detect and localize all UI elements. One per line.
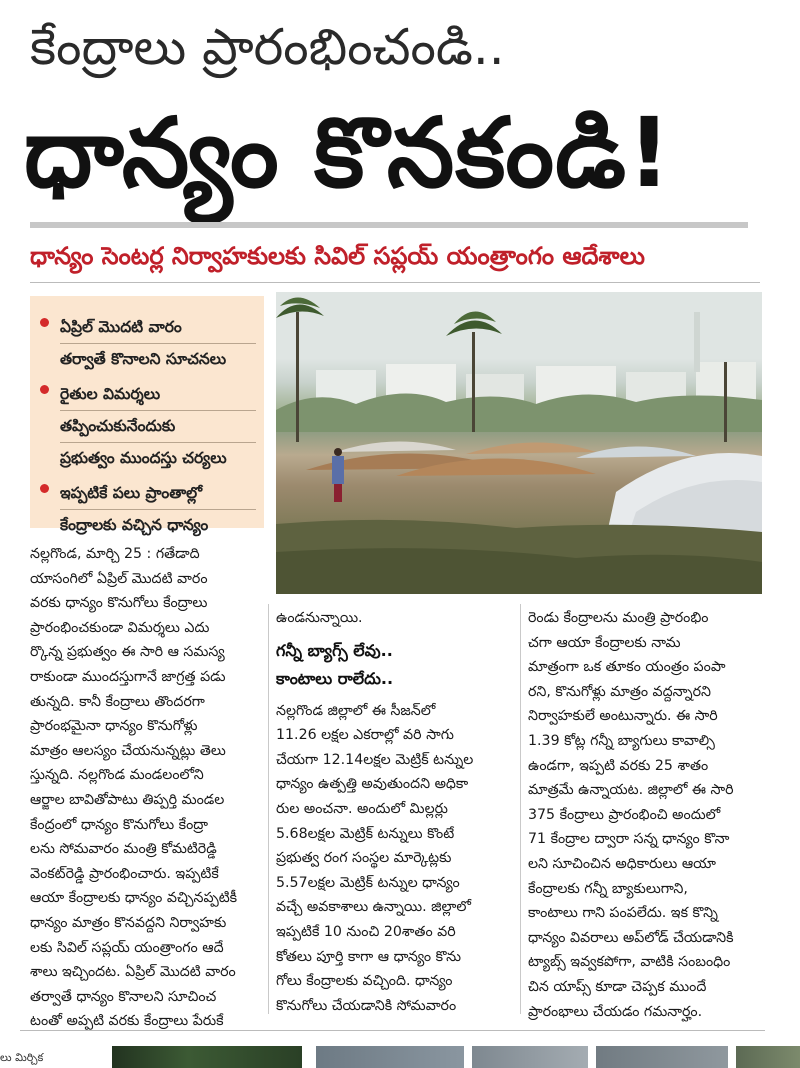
article-line: ధాన్యం వివరాలు అప్‌లోడ్ చేయడానికి (528, 929, 734, 946)
article-line: ప్రారంభాలు చేయడం గమనార్హం. (528, 1003, 703, 1020)
next-article-photo (112, 1046, 302, 1068)
article-line: ఇప్పటికే 10 నుంచి 20శాతం వరి (276, 923, 456, 940)
article-line: 71 కేంద్రాల ద్వారా సన్న ధాన్యం కొనా (528, 831, 730, 848)
article-line: ఉండనున్నాయి. (276, 610, 363, 626)
article-line: టంతో అప్పటి వరకు కేంద్రాలు పేరుకే (30, 1013, 224, 1030)
article-line: ర్కొన్న ప్రభుత్వం ఈ సారి ఆ సమస్య (30, 644, 225, 661)
next-article-text: లు మిర్చిక (0, 1051, 44, 1064)
article-line: 1.39 కోట్ల గన్నీ బ్యాగులు కావాల్సి (528, 732, 715, 749)
bottom-rule (20, 1030, 765, 1031)
article-column-2 (276, 606, 514, 1018)
article-line: ఆర్జాల బావితోపాటు తిప్పర్తి మండల (30, 791, 225, 808)
highlight-line: రైతుల విమర్శలు (60, 379, 256, 411)
subhead-rule (30, 282, 760, 283)
article-line: రని, కొనుగోళ్లు మాత్రం వద్దన్నారని (528, 683, 711, 700)
article-line: ఆయా కేంద్రాలకు ధాన్యం వచ్చినప్పటికీ (30, 890, 238, 907)
highlight-item (40, 379, 256, 474)
grain-field-photo (276, 292, 762, 594)
kicker-headline: కేంద్రాలు ప్రారంభించండి.. (30, 18, 505, 76)
highlights-box (30, 296, 264, 534)
section-subheading: గన్నీ బ్యాగ్స్ లేవు.. (276, 640, 393, 660)
article-line: వరకు ధాన్యం కొనుగోలు కేంద్రాలు (30, 595, 208, 612)
article-line: కేంద్రాలకు గన్నీ బ్యాకులుగాని, (528, 880, 688, 897)
article-line: 11.26 లక్షల ఎకరాల్లో వరి సాగు (276, 727, 454, 744)
article-line: లకు సివిల్ సప్లయ్ యంత్రాంగం ఆదే (30, 939, 224, 956)
article-line: 375 కేంద్రాలు ప్రారంభించి అందులో (528, 806, 721, 823)
article-line: 5.68లక్షల మెట్రిక్ టన్నులు కొంటే (276, 825, 455, 842)
news-photo (276, 292, 762, 594)
article-line: గోలు కేంద్రాలకు వచ్చింది. ధాన్యం (276, 973, 453, 990)
article-line: లని సూచించిన అధికారులు ఆయా (528, 855, 716, 872)
bullet-icon (40, 385, 49, 394)
article-line: నిర్వాహకులే అంటున్నారు. ఈ సారి (528, 708, 718, 725)
article-column-1 (30, 542, 262, 1034)
article-line: వచ్చే అవకాశాలు ఉన్నాయి. జిల్లాలో (276, 899, 471, 916)
article-line: కాంటాలు గాని పంపలేదు. ఇక కొన్ని (528, 905, 718, 922)
article-line: యాసంగిలో ఏప్రిల్ మొదటి వారం (30, 570, 208, 587)
bullet-icon (40, 318, 49, 327)
article-line: లను సోమవారం మంత్రి కోమటిరెడ్డి (30, 841, 217, 858)
article-column-3 (528, 606, 764, 1024)
article-line: శాలు ఇచ్చిందట. ఏప్రిల్ మొదటి వారం (30, 964, 236, 981)
article-line: స్తున్నది. నల్లగొండ మండలంలోని (30, 767, 204, 784)
article-line: కొనుగోలు చేయడానికి సోమవారం (276, 997, 457, 1014)
headline-rule (30, 222, 748, 228)
column-divider (268, 604, 269, 1014)
article-line: ధాన్యం మాత్రం కొనవద్దని నిర్వాహకు (30, 914, 227, 931)
highlight-line: ఇప్పటికే పలు ప్రాంతాల్లో (60, 478, 256, 510)
article-line: తున్నది. కానీ కేంద్రాలు తొందరగా (30, 693, 205, 710)
article-line: చగా ఆయా కేంద్రాలకు నామ (528, 634, 681, 651)
article-line: నల్లగొండ, మార్చి 25 : గతేడాది (30, 546, 200, 562)
highlight-item (40, 312, 256, 375)
article-line: మాత్రం ఆలస్యం చేయనున్నట్లు తెలు (30, 742, 226, 759)
next-article-photo (596, 1046, 728, 1068)
article-line: కేంద్రంలో ధాన్యం కొనుగోలు కేంద్రా (30, 816, 209, 833)
article-line: కోతలు పూర్తి కాగా ఆ ధాన్యం కొను (276, 948, 462, 965)
bullet-icon (40, 484, 49, 493)
highlight-item (40, 478, 256, 541)
article-line: ట్యాబ్స్ ఇవ్వకపోగా, వాటికి సంబంధిం (528, 954, 731, 971)
article-line: 5.57లక్షల మెట్రిక్ టన్నుల ధాన్యం (276, 874, 460, 891)
article-line: నల్లగొండ జిల్లాలో ఈ సీజన్‌లో (276, 702, 436, 719)
article-line: ప్రారంభమైనా ధాన్యం కొనుగోళ్లు (30, 718, 198, 735)
highlight-line: తప్పించుకునేందుకు (60, 411, 256, 443)
next-article-snippet (0, 1046, 98, 1068)
section-subheading: కాంటాలు రాలేదు.. (276, 668, 394, 688)
next-article-photo (736, 1046, 800, 1068)
column-divider (520, 604, 521, 1014)
highlight-line: ప్రభుత్వం ముందస్తు చర్యలు (60, 449, 227, 467)
article-line: చేయగా 12.14లక్షల మెట్రిక్ టన్నుల (276, 751, 474, 768)
sub-headline: ధాన్యం సెంటర్ల నిర్వాహకులకు సివిల్ సప్లయ్ యంత్రాంగం ఆదేశాలు (30, 242, 645, 270)
article-line: చిన యాప్స్ కూడా చెప్పక ముందే (528, 978, 707, 995)
next-article-photo (316, 1046, 464, 1068)
highlight-line: తర్వాతే కొనాలని సూచనలు (60, 350, 227, 368)
article-line: ఉండగా, ఇప్పటి వరకు 25 శాతం (528, 757, 709, 774)
article-line: ధాన్యం ఉత్పత్తి అవుతుందని అధికా (276, 776, 469, 793)
next-article-photo (472, 1046, 588, 1068)
main-headline: ధాన్యం కొనకండి! (24, 97, 672, 209)
article-line: మాత్రమే ఉన్నాయట. జిల్లాలో ఈ సారి (528, 782, 734, 799)
highlight-line: కేంద్రాలకు వచ్చిన ధాన్యం (60, 516, 209, 534)
article-line: ప్రారంభించకుండా విమర్శలు ఎదు (30, 619, 210, 636)
article-line: ప్రభుత్వ రంగ సంస్థల మార్కెట్లకు (276, 850, 452, 867)
article-line: రెండు కేంద్రాలను మంత్రి ప్రారంభిం (528, 610, 709, 626)
article-line: రాకుండా ముందస్తుగానే జాగ్రత్త పడు (30, 668, 226, 685)
article-line: వెంకట్‌రెడ్డి ప్రారంభించారు. ఇప్పటికే (30, 865, 219, 882)
highlight-line: ఏప్రిల్ మొదటి వారం (60, 312, 256, 344)
article-line: రుల అంచనా. అందులో మిల్లర్లు (276, 800, 448, 817)
article-line: మాత్రంగా ఒక తూకం యంత్రం పంపా (528, 659, 726, 676)
article-line: తర్వాతే ధాన్యం కొనాలని సూచించ (30, 988, 217, 1005)
